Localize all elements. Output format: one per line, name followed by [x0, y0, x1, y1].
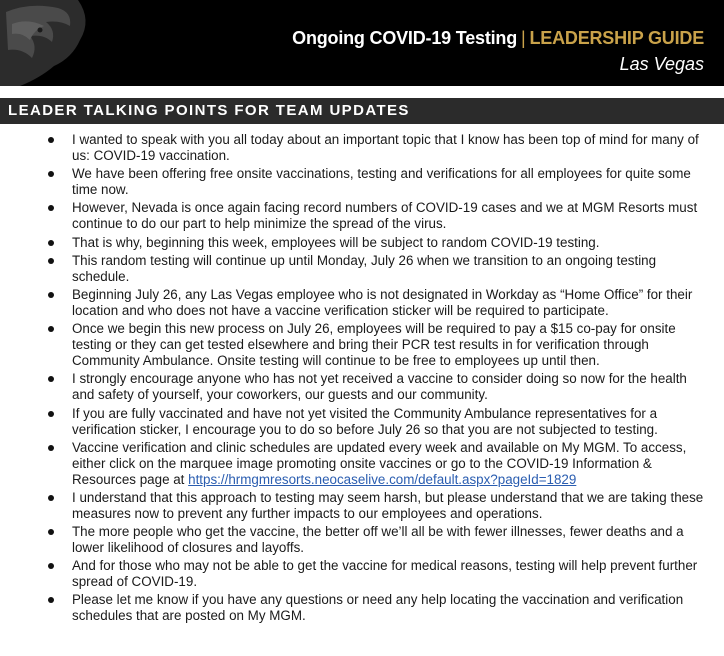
list-item [0, 235, 704, 251]
guide-label: LEADERSHIP GUIDE [529, 28, 704, 48]
list-item [0, 440, 704, 488]
bullet-icon [48, 292, 54, 298]
bullet-icon [48, 495, 54, 501]
title-text: Ongoing COVID-19 Testing [292, 28, 518, 48]
bullet-icon [48, 205, 54, 211]
list-item [0, 490, 704, 522]
point-text: We have been offering free onsite vaccinations, testing and verifications for all employees for quite some time now. [72, 166, 691, 198]
list-item [0, 200, 704, 232]
title-separator: | [521, 28, 526, 48]
list-item [0, 524, 704, 556]
location-subtitle: Las Vegas [619, 54, 704, 74]
point-text: That is why, beginning this week, employees will be subject to random COVID-19 testing. [72, 234, 600, 250]
bullet-icon [48, 376, 54, 382]
list-item [0, 287, 704, 319]
point-text: If you are fully vaccinated and have not yet visited the Community Ambulance representatives for a verification sticker, I encourage you to do so before July 26 so that you are not subjected to testing. [72, 405, 658, 437]
bullet-icon [48, 411, 54, 417]
bullet-icon [48, 258, 54, 264]
point-text: Please let me know if you have any questions or need any help locating the vaccination and verification schedules that are posted on My MGM. [72, 592, 684, 624]
section-heading: LEADER TALKING POINTS FOR TEAM UPDATES [0, 98, 724, 124]
list-item [0, 406, 704, 438]
bullet-icon [48, 597, 54, 603]
document-title [292, 28, 704, 49]
lion-head-logo-icon [0, 0, 92, 86]
point-text: The more people who get the vaccine, the better off we’ll all be with fewer illnesses, fewer deaths and a lower likelihood of closures and layoffs. [72, 524, 684, 556]
bullet-icon [48, 563, 54, 569]
bullet-icon [48, 240, 54, 246]
point-text: And for those who may not be able to get the vaccine for medical reasons, testing will help prevent further spread of COVID-19. [72, 558, 698, 590]
list-item [0, 253, 704, 285]
point-text: I wanted to speak with you all today about an important topic that I know has been top of mind for many of us: COVID-19 vaccination. [72, 132, 699, 163]
covid-resources-link[interactable]: https://hrmgmresorts.neocaselive.com/default.aspx?pageId=1829 [188, 471, 577, 487]
point-text: Once we begin this new process on July 26, employees will be required to pay a $15 co-pay for onsite testing or they can get tested elsewhere and bring their PCR test results in for verification through Community Ambulance. Onsite testing will continue to be free to employees up until then. [72, 321, 676, 369]
point-text: However, Nevada is once again facing record numbers of COVID-19 cases and we at MGM Resorts must continue to do our part to help minimize the spread of the virus. [72, 200, 698, 232]
list-item [0, 132, 704, 164]
list-item [0, 371, 704, 403]
talking-points-list [0, 124, 724, 624]
point-text: I strongly encourage anyone who has not yet received a vaccine to consider doing so now for the health and safety of yourself, your coworkers, our guests and our community. [72, 371, 687, 403]
bullet-icon [48, 326, 54, 332]
header [0, 0, 724, 86]
bullet-icon [48, 529, 54, 535]
bullet-icon [48, 445, 54, 451]
list-item [0, 558, 704, 590]
point-text: I understand that this approach to testing may seem harsh, but please understand that we are taking these measures now to prevent any further impacts to our employees and operations. [72, 489, 704, 521]
point-text: This random testing will continue up until Monday, July 26 when we transition to an ongoing testing schedule. [72, 252, 657, 284]
bullet-icon [48, 137, 54, 143]
list-item [0, 166, 704, 198]
point-text: Beginning July 26, any Las Vegas employee who is not designated in Workday as “Home Office” for their location and who does not have a vaccine verification sticker will be required to participate. [72, 286, 693, 318]
spacer [0, 86, 724, 98]
list-item [0, 592, 704, 624]
bullet-icon [48, 171, 54, 177]
list-item [0, 321, 704, 369]
point-text: Vaccine verification and clinic schedules are updated every week and available on My MGM. To access, either click on the marquee image promoting onsite vaccines or go to the COVID-19 Information & Resources page at [72, 439, 687, 487]
